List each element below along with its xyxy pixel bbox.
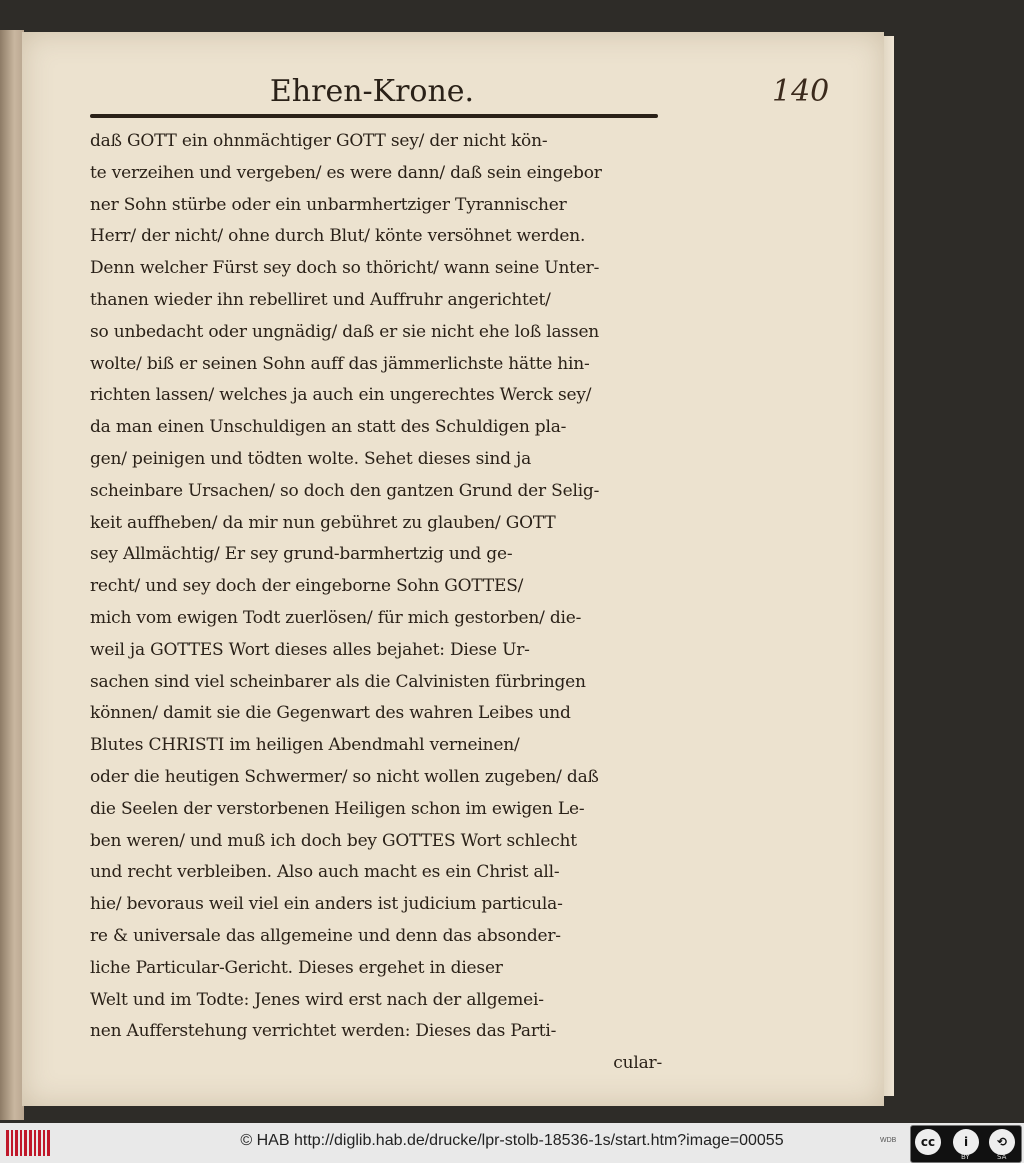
text-line: können/ damit sie die Gegenwart des wahren Leibes und (90, 703, 571, 724)
text-line: wolte/ biß er seinen Sohn auff das jämmerlichste hätte hin- (90, 353, 590, 374)
running-head: Ehren-Krone. (269, 74, 475, 109)
text-line: weil ja GOTTES Wort dieses alles bejahet: Diese Ur- (90, 639, 530, 660)
text-line: mich vom ewigen Todt zuerlösen/ für mich gestorben/ die- (90, 607, 582, 628)
text-line: sey Allmächtig/ Er sey grund-barmhertzig und ge- (90, 544, 513, 565)
page-text (90, 126, 662, 1080)
text-line: keit auffheben/ da mir nun gebühret zu glauben/ GOTT (90, 512, 556, 533)
sa-icon: ⟲ (989, 1129, 1015, 1155)
text-line: re & universale das allgemeine und denn das absonder- (90, 925, 561, 946)
footer-bar (0, 1123, 1024, 1163)
text-line: liche Particular-Gericht. Dieses ergehet in dieser (90, 957, 503, 978)
text-line: thanen wieder ihn rebelliret und Auffruhr angerichtet/ (90, 289, 551, 310)
text-line: Blutes CHRISTI im heiligen Abendmahl verneinen/ (90, 735, 520, 756)
wdb-label: WDB (880, 1137, 897, 1144)
text-line: scheinbare Ursachen/ so doch den gantzen Grund der Selig- (90, 480, 600, 501)
text-line: und recht verbleiben. Also auch macht es ein Christ all- (90, 862, 560, 883)
book-page (22, 32, 884, 1106)
by-icon: i (953, 1129, 979, 1155)
text-line: Denn welcher Fürst sey doch so thöricht/ wann seine Unter- (90, 258, 600, 279)
text-line: hie/ bevoraus weil viel ein anders ist judicium particula- (90, 894, 563, 915)
text-line: richten lassen/ welches ja auch ein ungerechtes Werck sey/ (90, 385, 592, 406)
text-line: Welt und im Todte: Jenes wird erst nach der allgemei- (90, 989, 544, 1010)
text-line: te verzeihen und vergeben/ es were dann/ daß sein eingebor (90, 162, 602, 183)
text-line: cular- (613, 1053, 662, 1074)
cc-icon: cc (915, 1129, 941, 1155)
cc-license-badge[interactable] (910, 1125, 1022, 1163)
text-line: daß GOTT ein ohnmächtiger GOTT sey/ der nicht kön- (90, 131, 548, 151)
by-label: BY (961, 1153, 970, 1161)
header-rule (90, 114, 658, 118)
text-line: da man einen Unschuldigen an statt des Schuldigen pla- (90, 417, 567, 438)
text-line: die Seelen der verstorbenen Heiligen schon im ewigen Le- (90, 798, 585, 819)
text-line: gen/ peinigen und tödten wolte. Sehet dieses sind ja (90, 448, 532, 469)
text-line: sachen sind viel scheinbarer als die Calvinisten fürbringen (90, 671, 586, 692)
text-line: recht/ und sey doch der eingeborne Sohn GOTTES/ (90, 576, 524, 597)
page-number: 140 (772, 74, 830, 109)
page-header (86, 70, 658, 124)
book-left-edge (0, 30, 24, 1120)
text-line: oder die heutigen Schwermer/ so nicht wollen zugeben/ daß (90, 766, 599, 787)
text-line: ner Sohn stürbe oder ein unbarmhertziger Tyrannischer (90, 194, 567, 215)
footer-credit[interactable]: © HAB http://diglib.hab.de/drucke/lpr-stolb-18536-1s/start.htm?image=00055 (240, 1132, 784, 1149)
sa-label: SA (997, 1153, 1007, 1161)
text-line: nen Aufferstehung verrichtet werden: Dieses das Parti- (90, 1021, 557, 1042)
text-line: Herr/ der nicht/ ohne durch Blut/ könte versöhnet werden. (90, 226, 586, 247)
text-line: so unbedacht oder ungnädig/ daß er sie nicht ehe loß lassen (90, 321, 600, 342)
text-line: ben weren/ und muß ich doch bey GOTTES Wort schlecht (90, 830, 577, 851)
